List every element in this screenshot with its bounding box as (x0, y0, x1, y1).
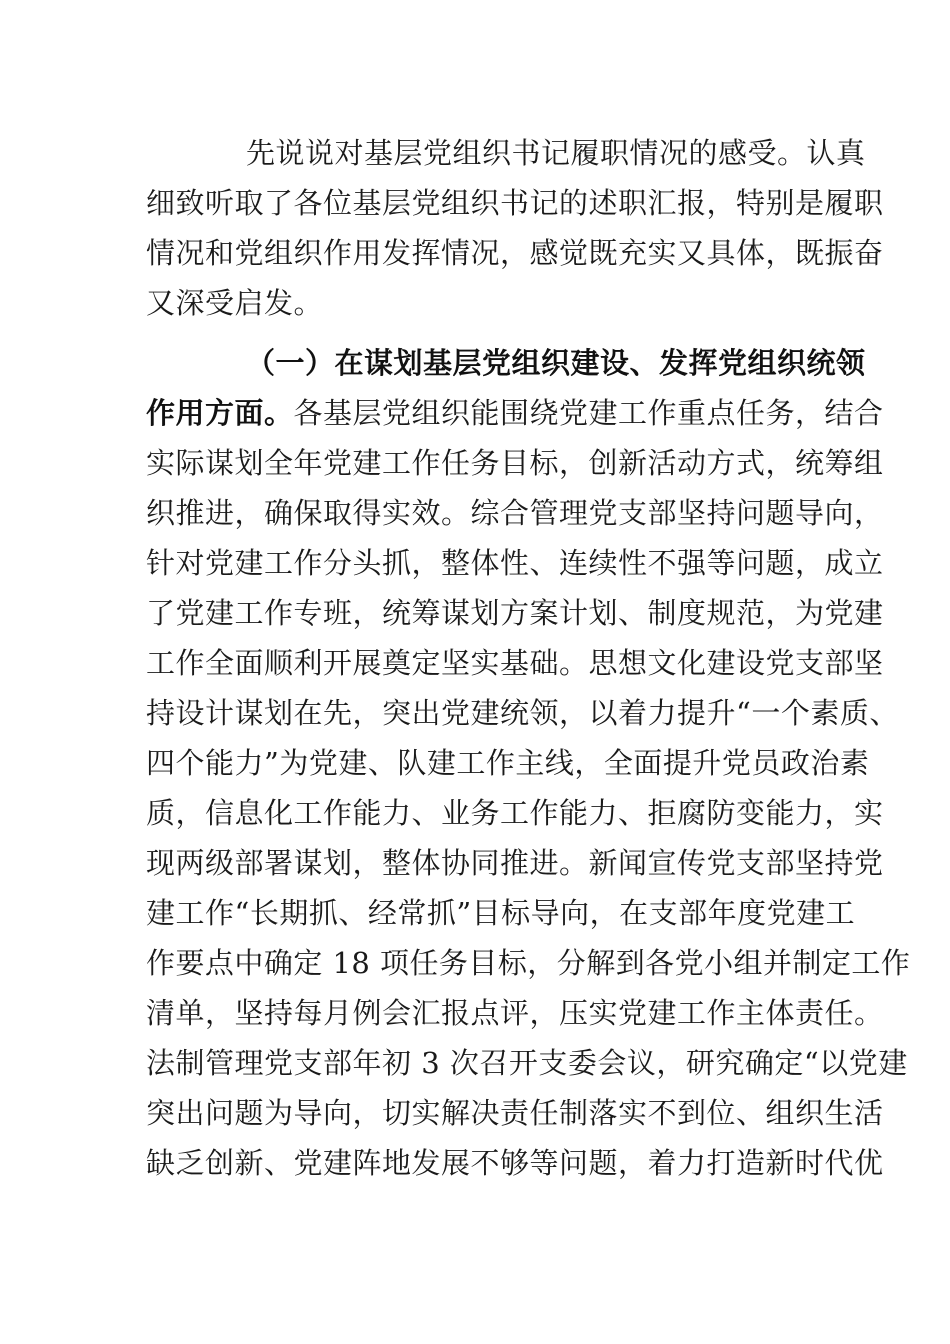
section-1-line: 法制管理党支部年初 3 次召开支委会议，研究确定“以党建 (146, 1046, 908, 1080)
section-1-line: 作要点中确定 18 项任务目标，分解到各党小组并制定工作 (146, 946, 911, 980)
section-1-line: 清单，坚持每月例会汇报点评，压实党建工作主体责任。 (146, 996, 884, 1030)
paragraph-1-line-3: 情况和党组织作用发挥情况，感觉既充实又具体，既振奋 (146, 236, 884, 270)
section-1-line: 持设计谋划在先，突出党建统领，以着力提升“一个素质、 (146, 696, 899, 730)
section-1-line: 缺乏创新、党建阵地发展不够等问题，着力打造新时代优 (146, 1146, 884, 1180)
section-1-line: 四个能力”为党建、队建工作主线，全面提升党员政治素 (146, 746, 870, 780)
section-1-line: 现两级部署谋划，整体协同推进。新闻宣传党支部坚持党 (146, 846, 884, 880)
section-1-line: 针对党建工作分头抓，整体性、连续性不强等问题，成立 (146, 546, 884, 580)
section-1-line-1-text: 各基层党组织能围绕党建工作重点任务，结合 (293, 396, 884, 430)
section-1-line: 建工作“长期抓、经常抓”目标导向，在支部年度党建工 (146, 896, 856, 930)
paragraph-1-line-2: 细致听取了各位基层党组织书记的述职汇报，特别是履职 (146, 186, 884, 220)
section-1-heading: （一）在谋划基层党组织建设、发挥党组织统领 (246, 346, 866, 380)
section-1-line: 实际谋划全年党建工作任务目标，创新活动方式，统筹组 (146, 446, 884, 480)
section-1-line: 工作全面顺利开展奠定坚实基础。思想文化建设党支部坚 (146, 646, 884, 680)
section-1-line: 了党建工作专班，统筹谋划方案计划、制度规范，为党建 (146, 596, 884, 630)
section-1-line: 织推进，确保取得实效。综合管理党支部坚持问题导向， (146, 496, 884, 530)
paragraph-1-line-4: 又深受启发。 (146, 286, 324, 320)
section-1-heading-continued: 作用方面。 (146, 396, 294, 430)
section-1-line: 质，信息化工作能力、业务工作能力、拒腐防变能力，实 (146, 796, 884, 830)
paragraph-1-line-1: 先说说对基层党组织书记履职情况的感受。认真 (246, 136, 866, 170)
section-1-line: 突出问题为导向，切实解决责任制落实不到位、组织生活 (146, 1096, 884, 1130)
section-1-line-1 (146, 396, 884, 430)
